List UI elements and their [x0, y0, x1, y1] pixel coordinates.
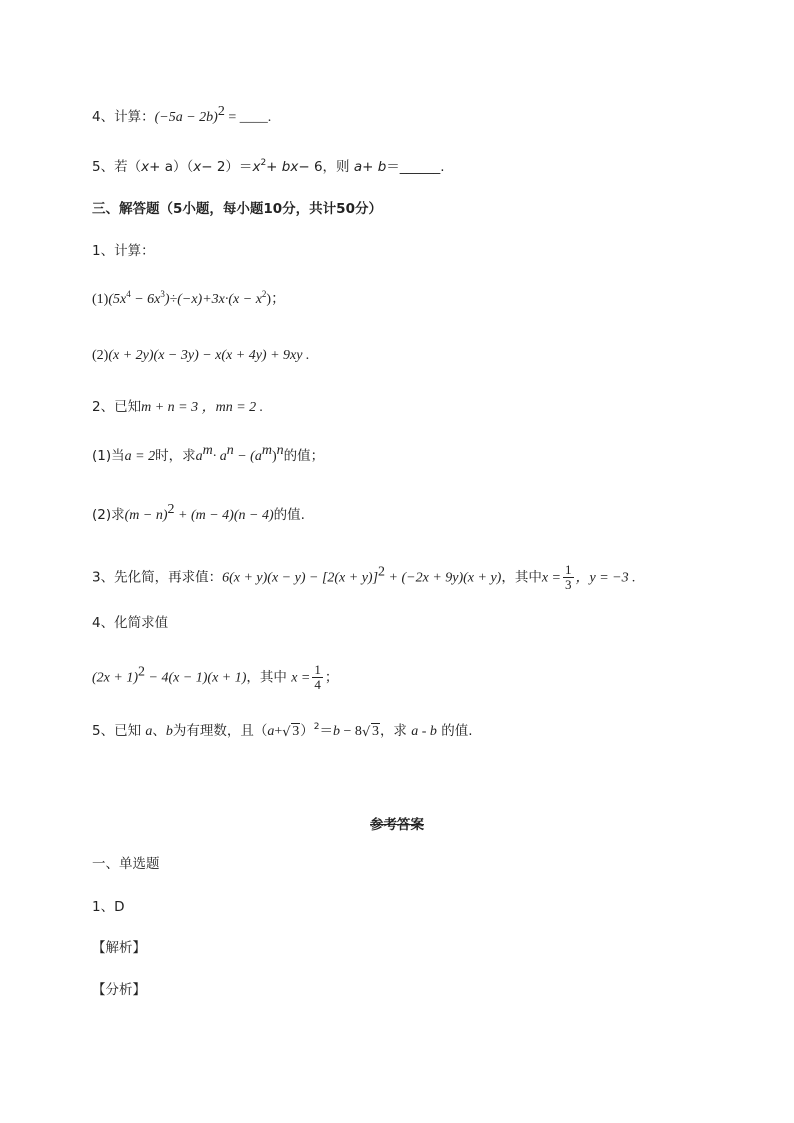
math-expression: x =	[541, 570, 562, 586]
denominator: 3	[565, 577, 572, 592]
question-2-part-2	[92, 502, 305, 526]
analysis-label: 【解析】	[92, 940, 146, 956]
math-expression: − 4(x − 1)(x + 1)	[145, 670, 247, 686]
question-1-label: 1、计算：	[92, 243, 155, 259]
exponent: 2	[138, 664, 145, 680]
question-label: 3、先化简，再求值：	[92, 569, 223, 586]
question-2-part-1	[92, 443, 325, 467]
text-part: ，求	[379, 723, 412, 739]
text-part: + a）（	[149, 159, 194, 175]
question-1-part-1	[92, 290, 285, 310]
math-expression: ，y = −3 .	[575, 570, 636, 586]
exponent: n	[276, 443, 284, 458]
math-expression: (m − n)	[124, 508, 168, 523]
math-expression: )；	[266, 292, 286, 307]
text-part: − 6，则	[298, 159, 354, 175]
answer-item-1: 1、D	[92, 899, 125, 915]
question-label: 5、已知	[92, 723, 146, 739]
question-3	[92, 563, 636, 592]
var-a: a	[267, 724, 275, 739]
question-label: 5、若（	[92, 159, 142, 175]
fraction	[563, 563, 574, 592]
math-expression: (5x	[108, 292, 127, 307]
exponent: m	[261, 443, 272, 458]
exponent: 2	[217, 104, 225, 119]
sqrt-symbol	[282, 724, 300, 739]
text-part: 为有理数，且（	[172, 723, 268, 739]
denominator: 4	[314, 677, 321, 692]
var-a: a	[411, 724, 419, 739]
text-part: ，其中	[246, 669, 292, 686]
sqrt-symbol	[362, 724, 380, 739]
text-part: ，其中	[501, 569, 542, 586]
math-expression: a = 2	[124, 449, 156, 464]
fill-question-5	[92, 157, 445, 177]
text-part: 、	[152, 723, 166, 739]
text-part: 时，求	[155, 448, 196, 464]
math-expression: (2x + 1)	[92, 670, 138, 686]
text-part: − 2）＝	[201, 159, 253, 175]
text-part: ；	[324, 669, 339, 686]
part-number: (1)	[92, 292, 109, 307]
var-x: x	[252, 159, 261, 175]
var-a: a	[195, 449, 203, 464]
answer-blank: = ____.	[224, 110, 272, 125]
var-b: b	[429, 724, 437, 739]
fraction	[312, 663, 323, 692]
text-part: ）	[300, 723, 314, 739]
section-title: 三、解答题（5小题，每小题10分，共计50分）	[92, 201, 382, 217]
exponent: 2	[167, 502, 175, 517]
answer-title-text: 参考答案	[370, 817, 424, 833]
math-expression: m + n = 3 ，mn = 2 .	[141, 400, 264, 415]
var-a: a	[145, 724, 153, 739]
text-part: ＝	[319, 723, 334, 739]
math-expression: )÷(−x)+3x·(x − x	[164, 292, 262, 307]
var-x: x	[141, 159, 150, 175]
math-expression: 6(x + y)(x − y) − [2(x + y)]	[222, 570, 379, 586]
math-expression: + (m − 4)(n − 4)	[174, 508, 274, 523]
part-number: (1)当	[92, 448, 125, 464]
var-a: a	[353, 159, 363, 175]
fill-question-4	[92, 104, 272, 128]
exponent: 2	[313, 722, 320, 732]
text-part: +	[266, 159, 282, 175]
question-label: 4、计算：	[92, 109, 155, 125]
var-x: x	[193, 159, 202, 175]
text-part: +	[362, 159, 378, 175]
math-expression: +	[274, 724, 283, 739]
question-label: 2、已知	[92, 399, 142, 415]
math-expression: x =	[291, 670, 311, 686]
answer-section-title	[0, 813, 794, 833]
var-bx: bx	[281, 159, 299, 175]
exponent: 3	[160, 289, 165, 299]
math-expression: (−5a − 2b)	[154, 110, 218, 125]
var-b: b	[333, 724, 341, 739]
math-expression: (x + 2y)(x − 3y) − x(x + 4y) + 9xy .	[108, 348, 310, 363]
numerator: 1	[565, 562, 572, 577]
answer-blank: ＝______.	[386, 159, 445, 175]
var-b: b	[377, 159, 387, 175]
answer-section-1-title: 一、单选题	[92, 856, 160, 872]
radicand: 3	[292, 724, 300, 739]
text-part: 的值；	[283, 448, 325, 464]
question-2	[92, 397, 263, 418]
part-number: (2)求	[92, 507, 125, 523]
question-1-part-2	[92, 346, 309, 366]
text-part: 的值.	[436, 723, 473, 739]
math-expression: )	[271, 449, 277, 464]
question-4-label: 4、化简求值	[92, 615, 169, 631]
exponent: 2	[261, 289, 267, 299]
radicand: 3	[371, 724, 379, 739]
math-expression: − 8	[340, 724, 362, 739]
numerator: 1	[314, 662, 321, 677]
math-expression: + (−2x + 9y)(x + y)	[385, 570, 502, 586]
question-4-expression	[92, 663, 338, 692]
math-expression: − 6x	[130, 292, 161, 307]
exponent: m	[202, 443, 213, 458]
part-number: (2)	[92, 348, 109, 363]
math-expression: -	[418, 724, 430, 739]
breakdown-label: 【分析】	[92, 982, 146, 998]
exponent: n	[226, 443, 234, 458]
question-5	[92, 721, 473, 742]
exponent: 2	[260, 158, 267, 168]
exponent: 4	[126, 289, 131, 299]
var-b: b	[165, 724, 173, 739]
exponent: 2	[378, 564, 386, 580]
math-expression: − (a	[233, 449, 262, 464]
text-part: 的值.	[273, 507, 305, 523]
math-expression: · a	[212, 449, 227, 464]
